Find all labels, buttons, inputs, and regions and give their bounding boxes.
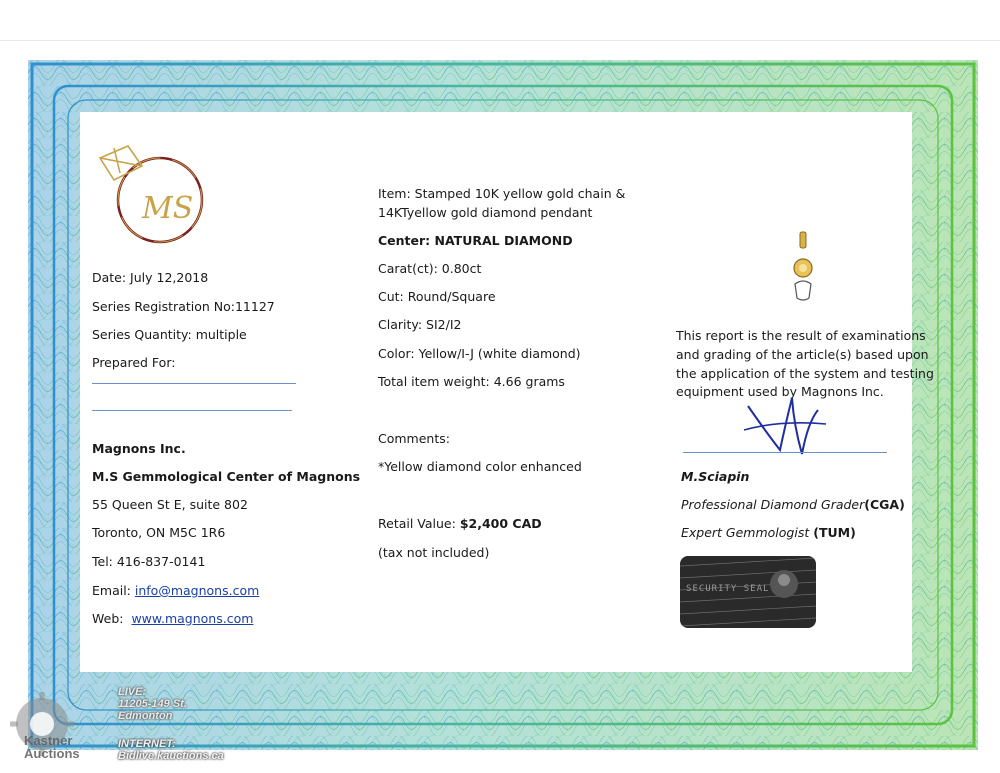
report-line-1: This report is the result of examinations [676, 328, 926, 343]
grader-title-1-suffix: (CGA) [864, 497, 905, 512]
web-row [92, 611, 253, 627]
live-line-2: 11205-149 St. [118, 698, 187, 710]
retail-value: $2,400 CAD [459, 516, 542, 531]
telephone: Tel: 416-837-0141 [92, 554, 206, 569]
web-label: Web: [92, 611, 124, 626]
live-line-1: LIVE: [118, 686, 147, 698]
item-line-1: Item: Stamped 10K yellow gold chain & [378, 186, 626, 201]
web-link[interactable]: www.magnons.com [131, 611, 254, 626]
security-seal-hologram [680, 556, 816, 628]
grader-title-1-text: Professional Diamond Grader [681, 497, 865, 512]
carat: Carat(ct): 0.80ct [378, 261, 482, 276]
prepared-for-line-1 [92, 383, 296, 384]
report-line-4: equipment used by Magnons Inc. [676, 384, 884, 399]
center-name: M.S Gemmological Center of Magnons [92, 469, 361, 484]
signature-line [683, 452, 887, 453]
tax-note: (tax not included) [378, 545, 490, 560]
company-name: Magnons Inc. [92, 441, 186, 456]
email-link[interactable]: info@magnons.com [134, 583, 260, 598]
brand-line-1: Kastner [24, 733, 73, 748]
series-registration: Series Registration No:11127 [92, 299, 275, 314]
email-row [92, 583, 259, 599]
email-label: Email: [92, 583, 131, 598]
item-line-2: 14KTyellow gold diamond pendant [378, 205, 593, 220]
color: Color: Yellow/I-J (white diamond) [378, 346, 581, 361]
live-address [118, 686, 187, 722]
scan-edge-line [0, 40, 1000, 41]
internet-address [118, 738, 224, 762]
prepared-for-line-2 [92, 410, 292, 411]
kastner-brand [24, 734, 80, 760]
grader-title-2 [681, 525, 856, 541]
pendant-photo [785, 228, 825, 308]
grader-title-1 [681, 497, 905, 513]
clarity: Clarity: SI2/I2 [378, 317, 462, 332]
live-line-3: Edmonton [118, 710, 173, 722]
ms-logo [90, 140, 208, 248]
grader-title-2-suffix: (TUM) [813, 525, 856, 540]
center-stone: Center: NATURAL DIAMOND [378, 233, 573, 248]
internet-line-2: Bidlive.kauctions.ca [118, 750, 224, 762]
report-line-3: the application of the system and testing [676, 366, 934, 381]
retail-value-row [378, 516, 542, 532]
address-line-2: Toronto, ON M5C 1R6 [92, 525, 226, 540]
grader-title-2-text: Expert Gemmologist [681, 525, 814, 540]
grader-name: M.Sciapin [681, 469, 750, 484]
address-line-1: 55 Queen St E, suite 802 [92, 497, 248, 512]
report-line-2: and grading of the article(s) based upon [676, 347, 929, 362]
internet-line-1: INTERNET: [118, 738, 176, 750]
logo-letters: MS [142, 191, 194, 226]
retail-value-label: Retail Value: [378, 516, 460, 531]
brand-line-2: Auctions [24, 746, 80, 761]
comments-label: Comments: [378, 431, 450, 446]
cut: Cut: Round/Square [378, 289, 496, 304]
seal-text: SECURITY SEAL [686, 584, 770, 594]
comment: *Yellow diamond color enhanced [378, 459, 582, 474]
date: Date: July 12,2018 [92, 270, 209, 285]
prepared-for-label: Prepared For: [92, 355, 176, 370]
total-item-weight: Total item weight: 4.66 grams [378, 374, 565, 389]
series-quantity: Series Quantity: multiple [92, 327, 247, 342]
